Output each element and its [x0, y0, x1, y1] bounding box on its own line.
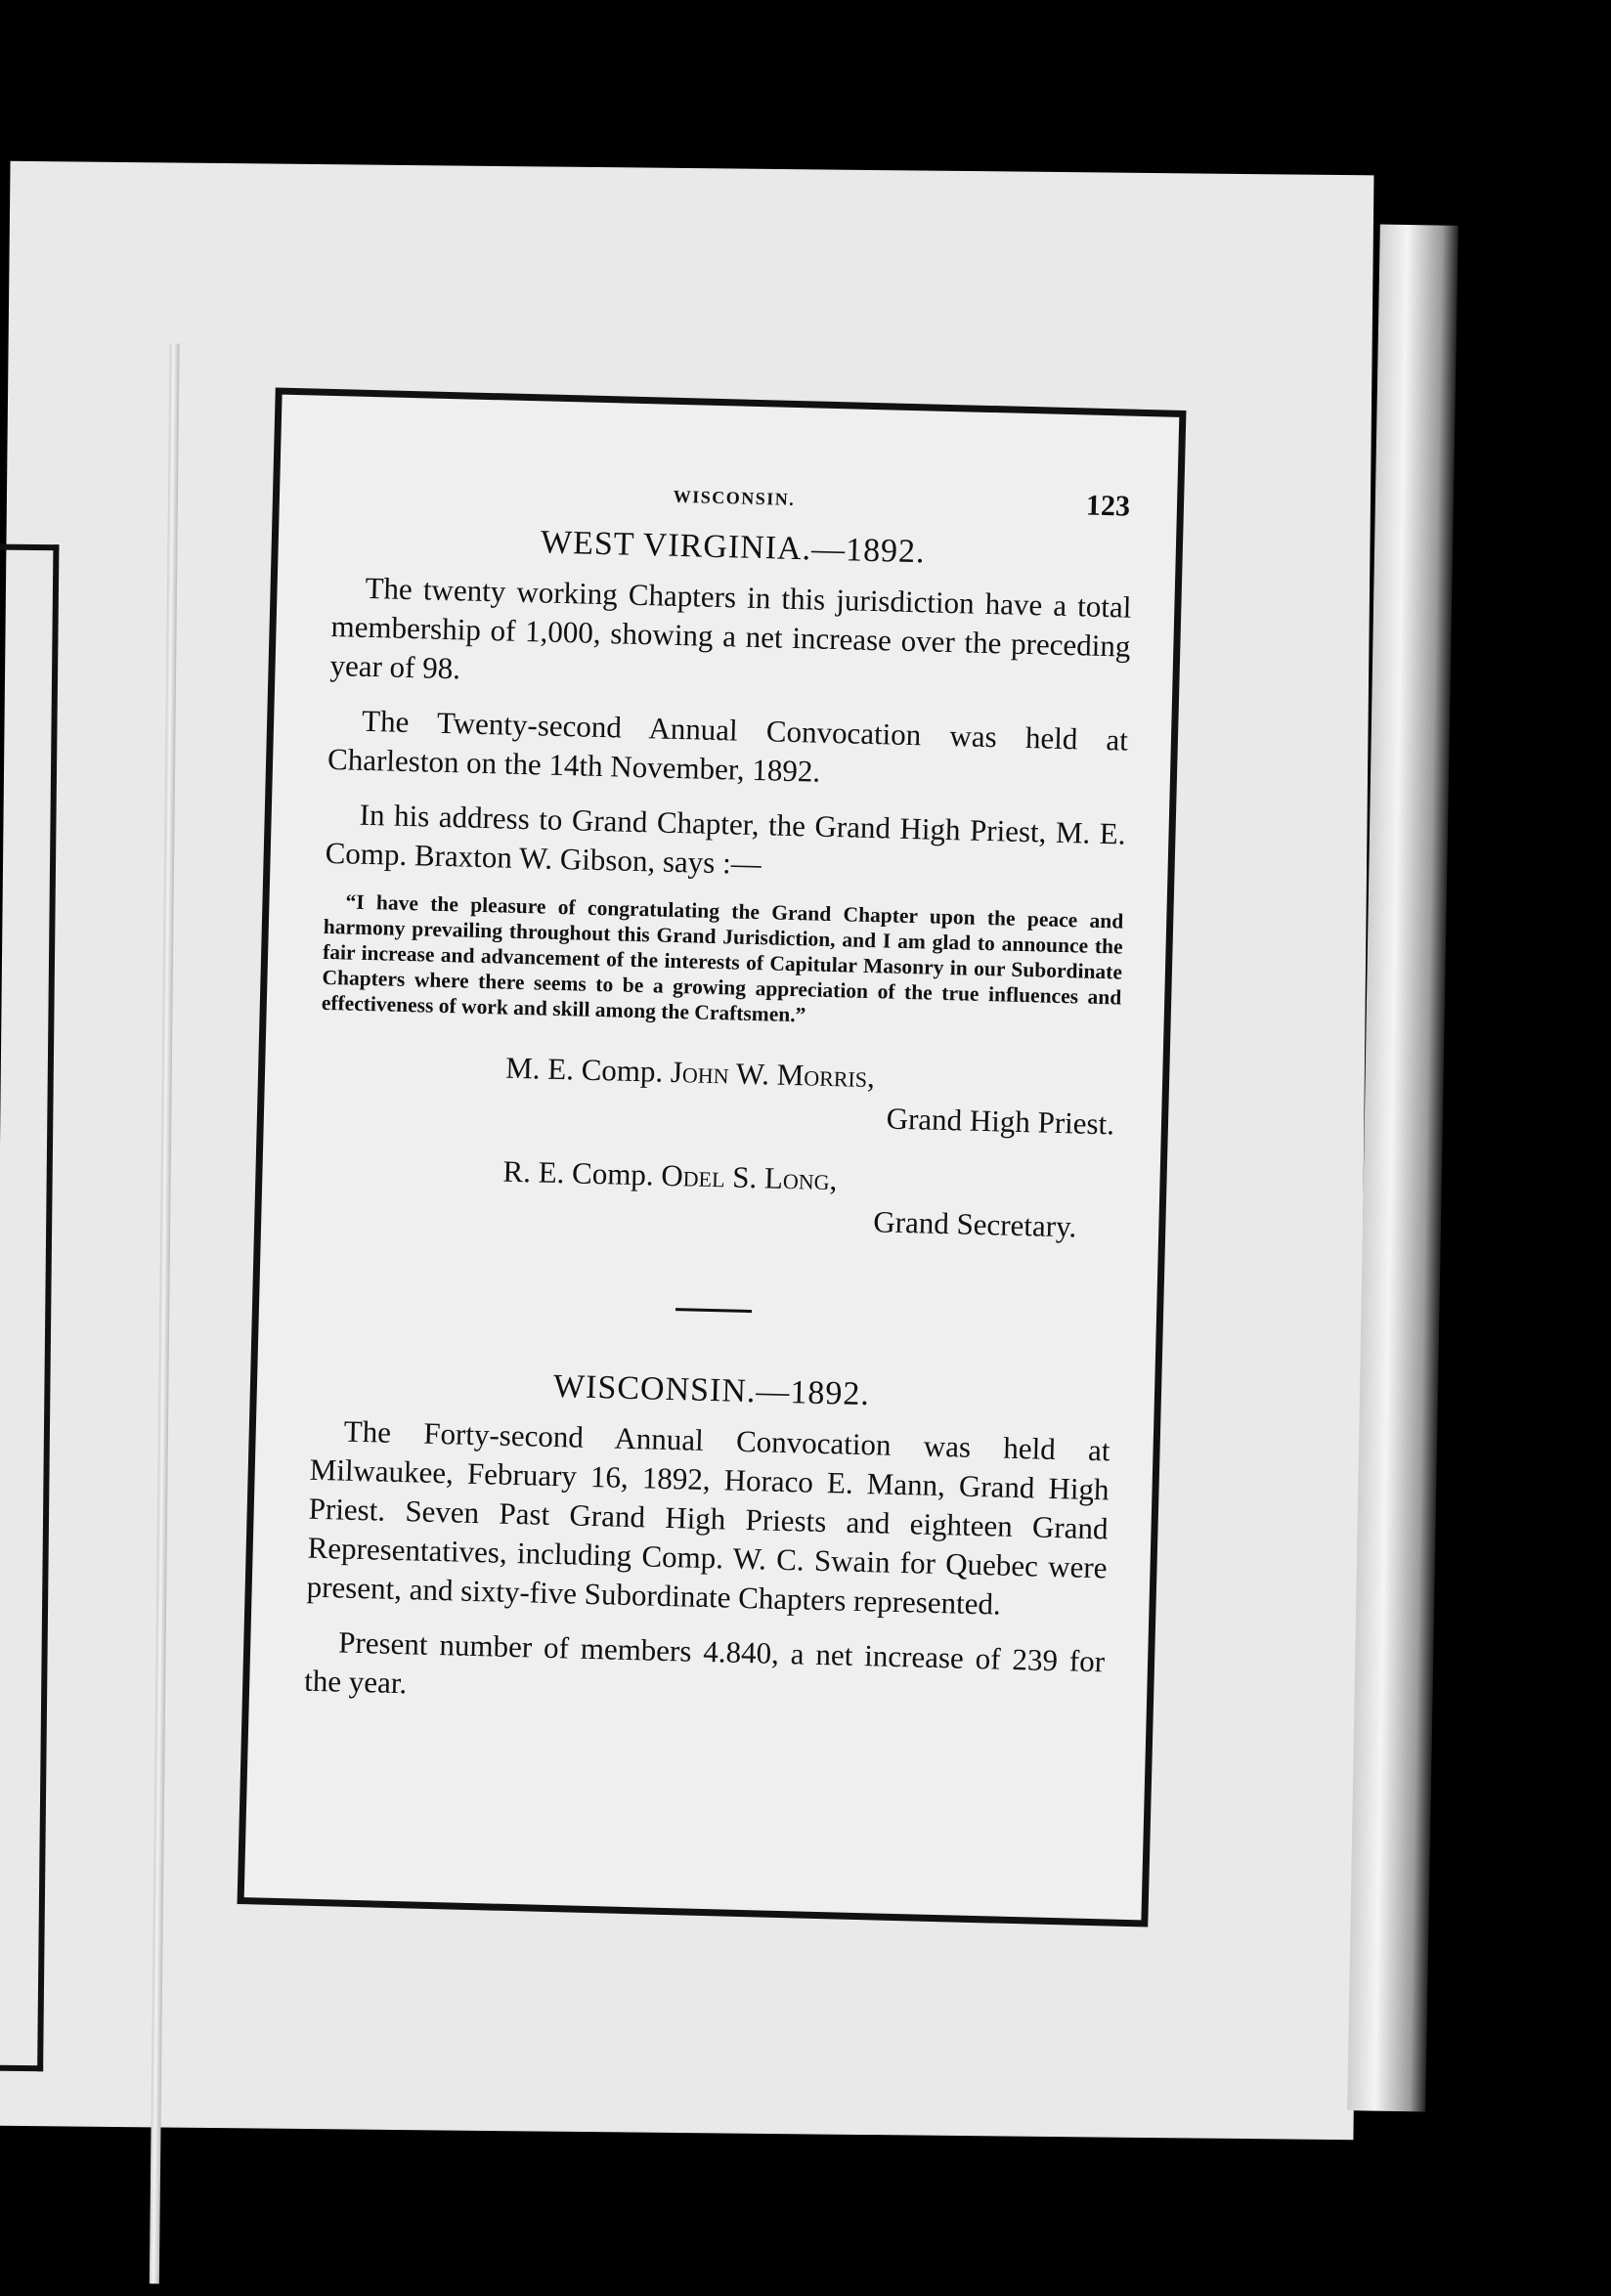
signatory-name: Odel S. Long,: [660, 1157, 838, 1197]
page-content: [303, 470, 1134, 1736]
section-heading-west-virginia: WEST VIRGINIA.—1892.: [540, 524, 927, 571]
section-divider: [675, 1308, 752, 1313]
signatory-prefix: R. E. Comp.: [502, 1153, 655, 1192]
paragraph: Present number of members 4.840, a net increase of 239 for the year.: [303, 1625, 1106, 1701]
page-fold-line: [150, 343, 180, 2283]
signature-block: [316, 1147, 1117, 1249]
paragraph: The Forty-second Annual Convocation was held at Milwaukee, February 16, 1892, Horaco E. Mann, Grand High Priest. Seven Past Grand High Priests and eighteen Grand Representatives, including Comp. W. C. Swain for Quebec were present, and sixty-five Subordinate Chapters represented.: [306, 1413, 1110, 1622]
signatory-title: Grand High Priest.: [886, 1101, 1115, 1142]
signature-block: [319, 1043, 1120, 1146]
page-number: 123: [1085, 489, 1131, 523]
signatory-prefix: M. E. Comp.: [504, 1050, 664, 1089]
block-quote: “I have the pleasure of congratulating the Grand Chapter upon the peace and harmony prevailing throughout this Grand Jurisdiction, and I am glad to announce the fair increase and advancement of the interests of Capitular Masonry in our Subordinate Chapters where there seems to be a growing appreciation of the true influences and effectiveness of work and skill among the Craftsmen.”: [321, 889, 1124, 1027]
paragraph: In his address to Grand Chapter, the Grand High Priest, M. E. Comp. Braxton W. Gibson, says :—: [325, 797, 1126, 882]
running-title: WISCONSIN.: [673, 486, 796, 509]
signatory-title: Grand Secretary.: [872, 1204, 1077, 1244]
previous-page-frame-edge: [0, 544, 59, 2072]
paragraph: The twenty working Chapters in this jurisdiction have a total membership of 1,000, showing a net increase over the preceding year of 98.: [329, 570, 1132, 686]
signatory-name: John W. Morris,: [670, 1054, 876, 1095]
page-border-frame: [238, 387, 1187, 1927]
section-heading-wisconsin: WISCONSIN.—1892.: [552, 1367, 871, 1413]
paragraph: The Twenty-second Annual Convocation was held at Charleston on the 14th November, 1892.: [327, 703, 1129, 789]
